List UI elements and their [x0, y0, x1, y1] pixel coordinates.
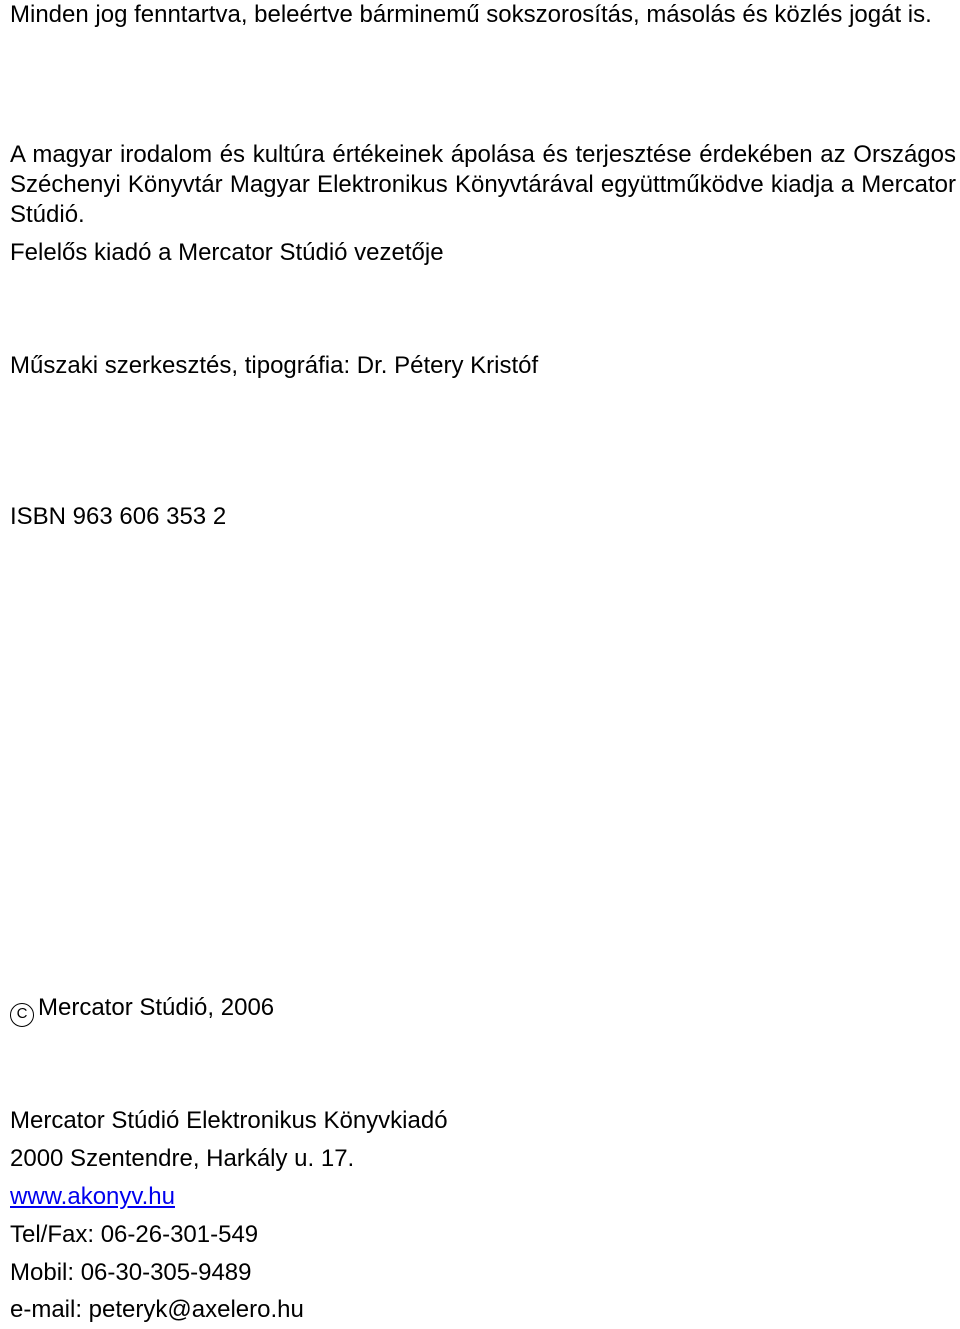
publisher-address: 2000 Szentendre, Harkály u. 17.: [10, 1145, 355, 1172]
isbn: ISBN 963 606 353 2: [10, 503, 227, 530]
mobile-line: Mobil: 06-30-305-9489: [10, 1259, 252, 1286]
copyright-icon: C: [10, 1003, 34, 1027]
website-line: [10, 1182, 175, 1212]
copyright-line: [10, 993, 274, 1027]
copyright-text: Mercator Stúdió, 2006: [38, 994, 275, 1021]
technical-editing: Műszaki szerkesztés, tipográfia: Dr. Pétery Kristóf: [10, 352, 539, 379]
phone-line: Tel/Fax: 06-26-301-549: [10, 1221, 259, 1248]
email-line: e-mail: peteryk@axelero.hu: [10, 1296, 304, 1323]
responsible-publisher: Felelős kiadó a Mercator Stúdió vezetője: [10, 239, 444, 266]
website-link[interactable]: www.akonyv.hu: [10, 1183, 175, 1210]
publisher-name: Mercator Stúdió Elektronikus Könyvkiadó: [10, 1107, 448, 1134]
rights-notice: Minden jog fenntartva, beleértve bárminemű sokszorosítás, másolás és közlés jogát is.: [10, 1, 932, 28]
intro-paragraph: A magyar irodalom és kultúra értékeinek ápolása és terjesztése érdekében az Országos Széchenyi Könyvtár Magyar Elektronikus Könyvtárával együttműködve kiadja a Mercator Stúdió.: [10, 141, 956, 228]
